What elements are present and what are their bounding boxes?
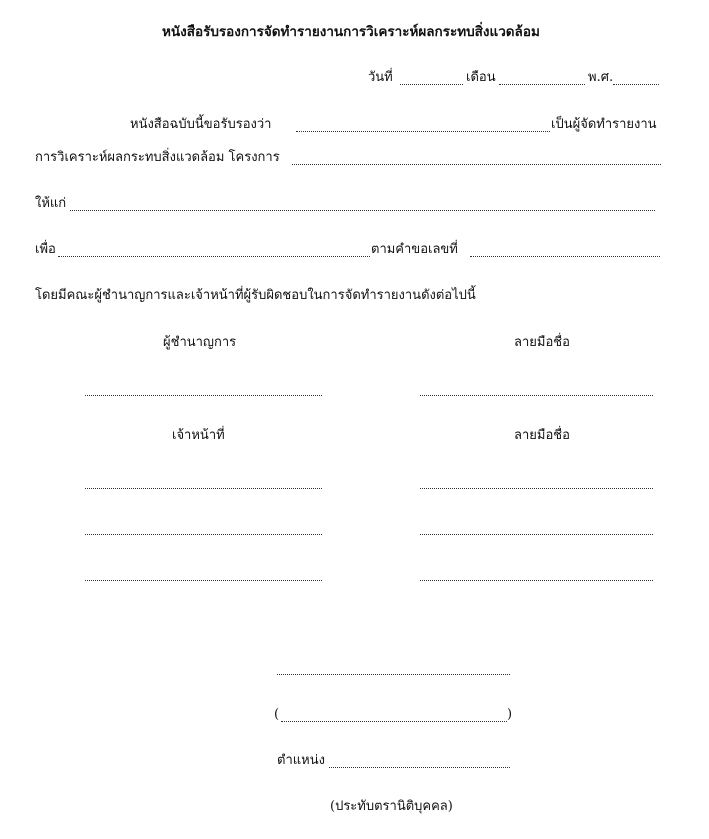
expert-signature-field[interactable] xyxy=(420,395,653,396)
close-paren: ) xyxy=(507,707,513,722)
experts-signature-header: ลายมือชื่อ xyxy=(514,335,570,350)
staff-name-field-1[interactable] xyxy=(85,488,322,489)
open-paren: ( xyxy=(274,707,280,722)
purpose-field[interactable] xyxy=(58,256,370,257)
date-year-label: พ.ศ. xyxy=(588,70,614,85)
authorized-name-field[interactable] xyxy=(281,721,507,722)
seal-note: (ประทับตรานิติบุคคล) xyxy=(330,799,453,814)
staff-signature-field-2[interactable] xyxy=(420,534,653,535)
responsible-statement: โดยมีคณะผู้ชำนาญการและเจ้าหน้าที่ผู้รับผิดชอบในการจัดทำรายงานดังต่อไปนี้ xyxy=(35,288,476,303)
request-no-field[interactable] xyxy=(470,256,660,257)
position-field[interactable] xyxy=(329,767,510,768)
experts-header: ผู้ชำนาญการ xyxy=(163,335,237,350)
eia-project-label: การวิเคราะห์ผลกระทบสิ่งแวดล้อม โครงการ xyxy=(35,150,280,165)
company-name-field[interactable] xyxy=(296,131,550,132)
date-day-label: วันที่ xyxy=(368,70,393,85)
report-maker-text: เป็นผู้จัดทำรายงาน xyxy=(551,117,657,132)
staff-signature-header: ลายมือชื่อ xyxy=(514,428,570,443)
staff-signature-field-3[interactable] xyxy=(420,580,653,581)
certify-intro: หนังสือฉบับนี้ขอรับรองว่า xyxy=(130,117,272,132)
expert-name-field[interactable] xyxy=(85,395,322,396)
staff-name-field-3[interactable] xyxy=(85,580,322,581)
date-month-label: เดือน xyxy=(466,70,496,85)
project-name-field[interactable] xyxy=(292,164,661,165)
position-label: ตำแหน่ง xyxy=(277,753,325,768)
date-day-field[interactable] xyxy=(400,84,463,85)
document-title: หนังสือรับรองการจัดทำรายงานการวิเคราะห์ผลกระทบสิ่งแวดล้อม xyxy=(162,24,540,40)
to-label: ให้แก่ xyxy=(35,196,67,211)
request-no-label: ตามคำขอเลขที่ xyxy=(371,242,458,257)
recipient-field[interactable] xyxy=(70,210,655,211)
staff-name-field-2[interactable] xyxy=(85,534,322,535)
staff-signature-field-1[interactable] xyxy=(420,488,653,489)
staff-header: เจ้าหน้าที่ xyxy=(172,428,225,443)
date-year-field[interactable] xyxy=(613,84,659,85)
date-month-field[interactable] xyxy=(499,84,585,85)
authorized-signature-field[interactable] xyxy=(277,674,510,675)
for-label: เพื่อ xyxy=(35,242,56,257)
